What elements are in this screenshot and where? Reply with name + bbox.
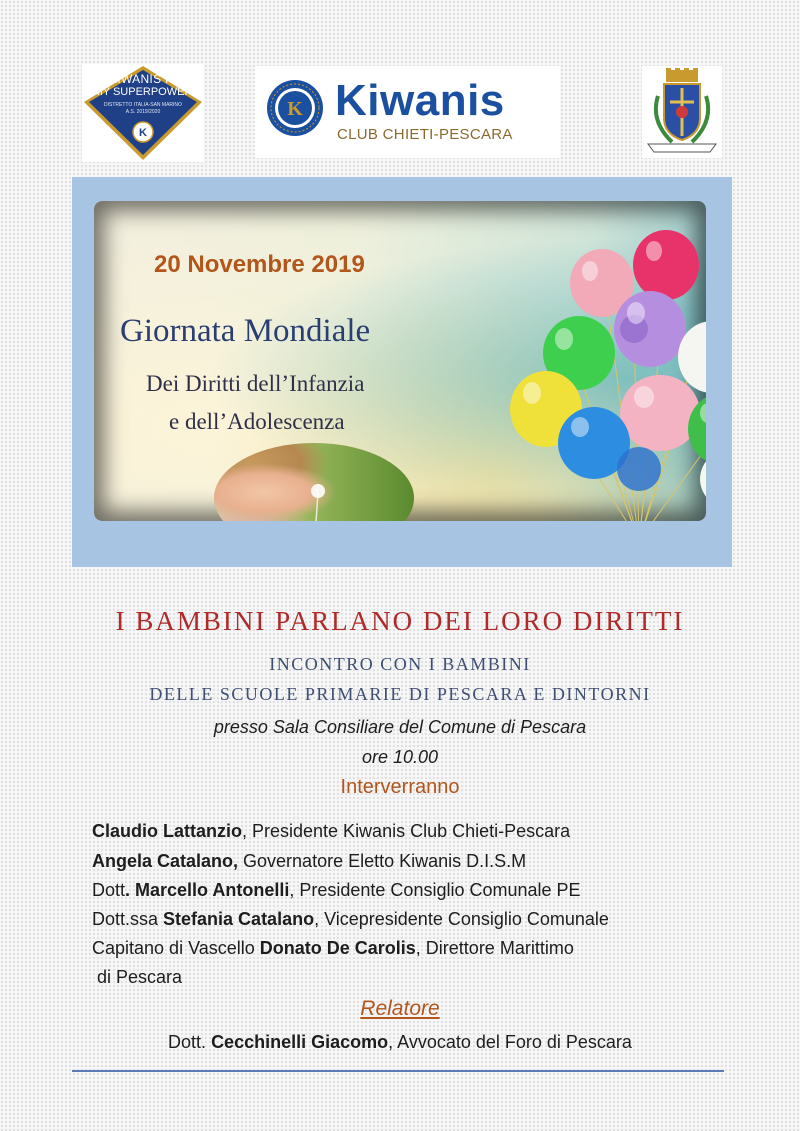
speaker-name: Claudio Lattanzio	[92, 821, 242, 841]
speakers-heading: Interverranno	[340, 776, 460, 798]
district-text: DISTRETTO ITALIA-SAN MARINO	[104, 102, 182, 108]
event-subheadline-line1: INCONTRO CON I BAMBINI	[269, 654, 531, 674]
banner-title: Giornata Mondiale	[120, 313, 371, 349]
seal-letter: K	[287, 98, 303, 120]
speaker-prefix: Capitano di Vascello	[92, 938, 260, 958]
speaker-name: Angela Catalano,	[92, 851, 239, 871]
event-subheadline-line2: DELLE SCUOLE PRIMARIE DI PESCARA E DINTORNI	[149, 684, 651, 704]
speaker-line	[92, 821, 570, 842]
speaker-role: , Direttore Marittimo	[415, 938, 574, 958]
speaker-role: , Presidente Consiglio Comunale PE	[289, 880, 581, 900]
speaker-role: , Vicepresidente Consiglio Comunale	[314, 909, 609, 929]
speaker-prefix: Dott	[92, 880, 126, 900]
pescara-coat-of-arms	[642, 66, 722, 158]
speaker-role: , Presidente Kiwanis Club Chieti-Pescara	[242, 821, 571, 841]
footer-divider	[72, 1070, 724, 1072]
event-banner	[72, 177, 732, 567]
superpower-line2: MY SUPERPOWER	[93, 86, 193, 98]
speaker-role: Governatore Eletto Kiwanis D.I.S.M	[238, 851, 527, 871]
relatore-line	[0, 1032, 800, 1053]
relatore-prefix: Dott.	[168, 1032, 212, 1052]
speaker-name: Stefania Catalano	[163, 909, 315, 929]
speaker-line	[92, 938, 574, 959]
dandelion-icon	[214, 443, 414, 521]
kiwanis-club-logo	[255, 66, 560, 158]
speaker-line	[92, 851, 526, 872]
speaker-name: Donato De Carolis	[259, 938, 416, 958]
event-time: ore 10.00	[361, 747, 439, 767]
relatore-role: , Avvocato del Foro di Pescara	[388, 1032, 632, 1052]
coat-of-arms-icon	[642, 66, 722, 158]
club-name: CLUB CHIETI-PESCARA	[337, 126, 513, 143]
superpower-line1: KIWANIS IS	[109, 72, 177, 86]
event-headline: I BAMBINI PARLANO DEI LORO DIRITTI	[115, 606, 685, 636]
child-dandelion-photo	[214, 443, 414, 521]
event-date: 20 Novembre 2019	[154, 251, 365, 278]
banner-subtitle-line1: Dei Diritti dell’Infanzia	[146, 371, 365, 396]
relatore-heading: Relatore	[360, 997, 440, 1020]
kiwanis-brand-text: Kiwanis	[335, 76, 505, 125]
speaker-name: . Marcello Antonelli	[125, 880, 290, 900]
relatore-name: Cecchinelli Giacomo	[211, 1032, 389, 1052]
speaker-line	[92, 880, 581, 901]
banner-photo	[94, 201, 706, 521]
balloons-icon	[454, 221, 706, 521]
speaker-line	[92, 909, 609, 930]
banner-subtitle-line2: e dell’Adolescenza	[169, 409, 345, 434]
speaker-prefix: Dott.ssa	[92, 909, 164, 929]
speaker-line-continuation: di Pescara	[92, 967, 183, 987]
kiwanis-superpower-logo	[82, 64, 204, 162]
svg-text:K: K	[139, 127, 147, 139]
kiwanis-seal-icon	[265, 78, 325, 138]
season-text: A.S. 2019/2020	[125, 109, 161, 115]
event-venue: presso Sala Consiliare del Comune di Pescara	[213, 717, 587, 737]
